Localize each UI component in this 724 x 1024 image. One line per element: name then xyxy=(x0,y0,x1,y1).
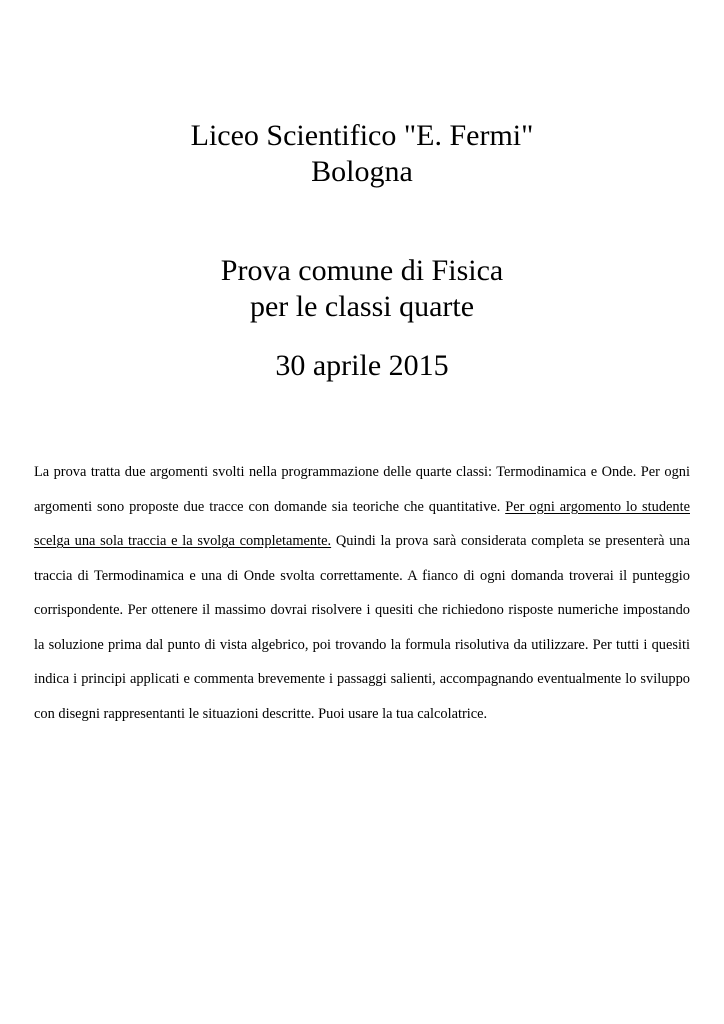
instructions-text-1: La prova tratta due argomenti svolti nella programmazione delle quarte classi: Termodinamica e Onde. Per ogni argomenti sono proposte due tracce con domande sia teoriche che quantitative. xyxy=(34,464,690,515)
exam-date-text: 30 aprile 2015 xyxy=(275,349,449,382)
instructions-paragraph xyxy=(34,455,690,731)
instructions-text-2: Quindi la prova sarà considerata completa se presenterà una traccia di Termodinamica e una di Onde svolta correttamente. A fianco di ogni domanda troverai il punteggio corrispondente. Per ottenere il massimo dovrai risolvere i quesiti che richiedono risposte numeriche impostando la soluzione prima dal punto di vista algebrico, poi trovando la formula risolutiva da utilizzare. Per tutti i quesiti indica i principi applicati e commenta brevemente i passaggi salienti, accompagnando eventualmente lo sviluppo con disegni rappresentanti le situazioni descritte. Puoi usare la tua calcolatrice. xyxy=(34,533,690,722)
exam-date xyxy=(0,348,724,384)
instructions-underlined-text: Per ogni argomento lo studente scelga una sola traccia e la svolga completamente. xyxy=(34,498,690,550)
school-city: Bologna xyxy=(311,155,413,188)
exam-title xyxy=(0,253,724,325)
school-name: Liceo Scientifico "E. Fermi" xyxy=(190,119,534,152)
school-header xyxy=(0,118,724,190)
exam-title-line2: per le classi quarte xyxy=(249,290,475,323)
exam-title-line1: Prova comune di Fisica xyxy=(220,254,504,287)
